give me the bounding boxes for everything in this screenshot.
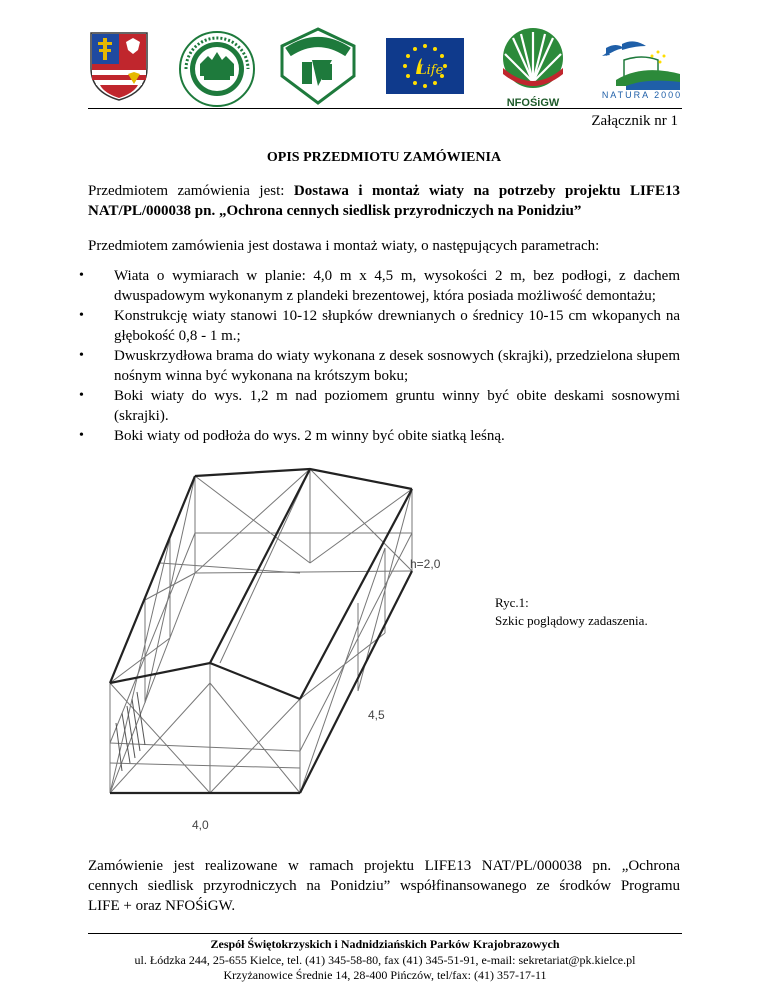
list-item: • Dwuskrzydłowa brama do wiaty wykonana z desek sosnowych (skrajki), przedzielona słupem nośnym winna być wykonana na krótszym boku; [88, 346, 680, 386]
subject-title-part2: NAT/PL/000038 pn. „Ochrona cennych siedlisk przyrodniczych na Ponidziu” [88, 203, 582, 219]
list-item: • Boki wiaty do wys. 1,2 m nad poziomem gruntu winny być obite deskami sosnowymi (skrajki). [88, 386, 680, 426]
subject-title-part1: Dostawa i montaż wiaty na potrzeby projektu LIFE13 [293, 183, 681, 199]
list-item: • Boki wiaty od podłoża do wys. 2 m winny być obite siatką leśną. [88, 426, 680, 446]
closing-line-2: cennych siedlisk przyrodniczych na Ponidziu” współfinansowanego ze środków Programu [88, 878, 680, 894]
height-label: h=2,0 [410, 557, 441, 571]
subject-line-1 [88, 181, 680, 201]
footer-address-2: Krzyżanowice Średnie 14, 28-400 Pińczów, tel/fax: (41) 357-17-11 [223, 968, 547, 982]
figure-caption-text: Szkic poglądowy zadaszenia. [495, 613, 648, 628]
svg-text:NATURA 2000: NATURA 2000 [601, 90, 683, 100]
zespol-parkow-logo [178, 30, 256, 108]
footer-rule [88, 933, 682, 934]
svg-text:Life: Life [418, 63, 444, 78]
list-item: • Konstrukcję wiaty stanowi 10-12 słupków drewnianych o średnicy 10-15 cm wkopanych na głębokość 0,8 - 1 m.; [88, 306, 680, 346]
list-item: • Wiata o wymiarach w planie: 4,0 m x 4,5 m, wysokości 2 m, bez podłogi, z dachem dwuspadowym wykonanym z plandeki brezentowej, która posiada możliwość demontażu; [88, 266, 680, 306]
footer-address: ul. Łódzka 244, 25-655 Kielce, tel. (41) 345-58-80, fax (41) 345-51-91, e-mail: sekretariat@pk.kielce.pl [134, 953, 636, 967]
annex-label: Załącznik nr 1 [591, 113, 678, 129]
eu-life-logo [386, 38, 464, 94]
subject-intro: Przedmiotem zamówienia jest: [88, 183, 294, 199]
natura-2000-logo [596, 34, 688, 100]
shelter-sketch [100, 463, 480, 858]
document-title: OPIS PRZEDMIOTU ZAMÓWIENIA [266, 150, 502, 165]
figure-caption-number: Ryc.1: [495, 595, 529, 610]
figure-caption [495, 594, 648, 630]
coat-of-arms-swietokrzyskie-logo [88, 30, 150, 102]
parameter-list [88, 266, 680, 446]
header-rule [88, 108, 682, 109]
svg-text:NFOŚiGW: NFOŚiGW [506, 97, 560, 109]
closing-line-1: Zamówienie jest realizowane w ramach projektu LIFE13 NAT/PL/000038 pn. „Ochrona [88, 858, 680, 874]
nfosigw-logo [496, 24, 570, 110]
params-intro: Przedmiotem zamówienia jest dostawa i montaż wiaty, o następujących parametrach: [88, 238, 600, 254]
footer-org-name: Zespół Świętokrzyskich i Nadnidziańskich Parków Krajobrazowych [210, 937, 560, 951]
logo-strip [80, 22, 690, 112]
length-label: 4,5 [368, 708, 385, 722]
lasy-panstwowe-logo [278, 26, 358, 106]
width-label: 4,0 [192, 818, 209, 832]
closing-line-3: LIFE + oraz NFOŚiGW. [88, 898, 236, 914]
